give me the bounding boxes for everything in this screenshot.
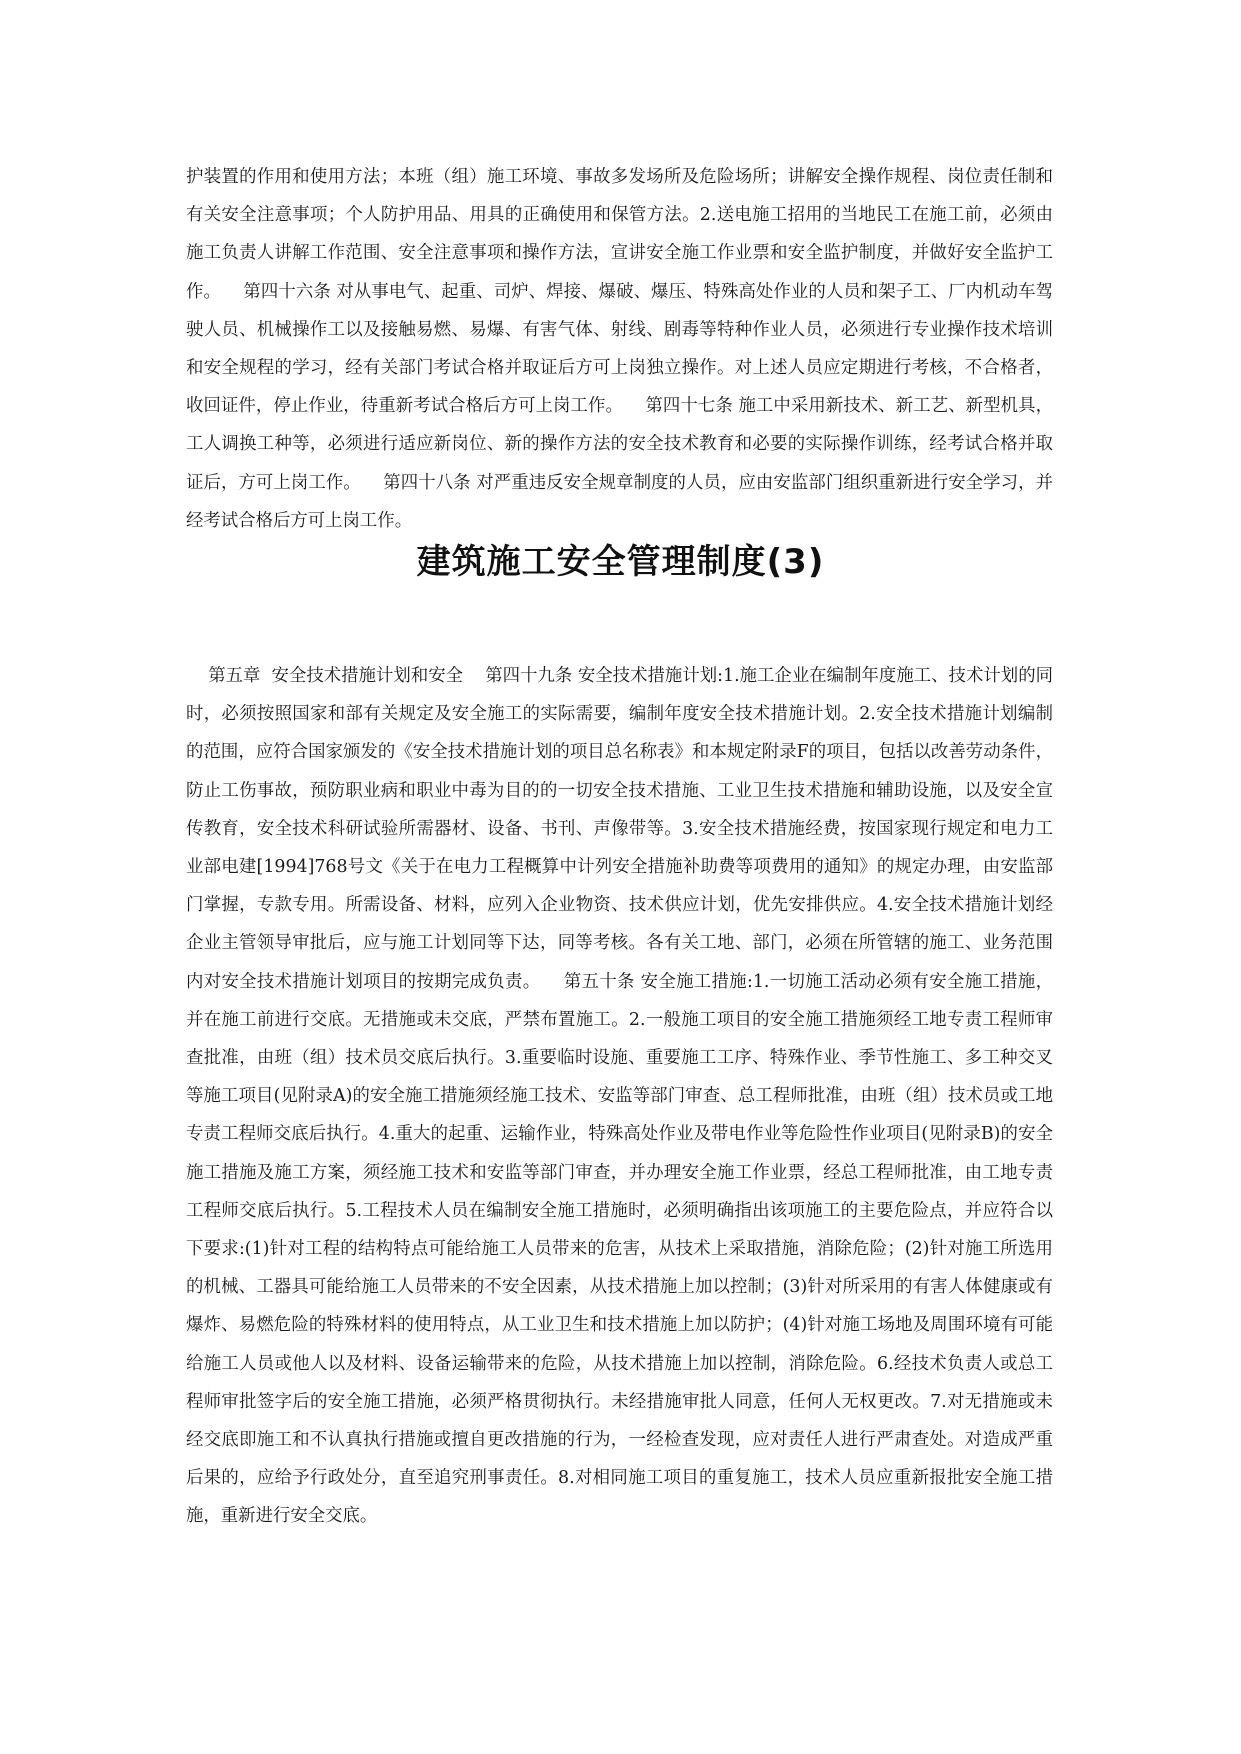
body-paragraph-chapter-five: 第五章 安全技术措施计划和安全 第四十九条 安全技术措施计划:1.施工企业在编制年度施工、技术计划的同时，必须按照国家和部有关规定及安全施工的实际需要，编制年度安全技术措施计划。2.安全技术措施计划编制的范围，应符合国家颁发的《安全技术措施计划的项目总名称表》和本规定附录F的项目，包括以改善劳动条件，防止工伤事故，预防职业病和职业中毒为目的的一切安全技术措施、工业卫生技术措施和辅助设施，以及安全宣传教育，安全技术科研试验所需器材、设备、书刊、声像带等。3.安全技术措施经费，按国家现行规定和电力工业部电建[1994]768号文《关于在电力工程概算中计列安全措施补助费等项费用的通知》的规定办理，由安监部门掌握，专款专用。所需设备、材料，应列入企业物资、技术供应计划，优先安排供应。4.安全技术措施计划经企业主管领导审批后，应与施工计划同等下达，同等考核。各有关工地、部门，必须在所管辖的施工、业务范围内对安全技术措施计划项目的按期完成负责。 第五十条 安全施工措施:1.一切施工活动必须有安全施工措施，并在施工前进行交底。无措施或未交底，严禁布置施工。2.一般施工项目的安全施工措施须经工地专责工程师审查批准，由班（组）技术员交底后执行。3.重要临时设施、重要施工工序、特殊作业、季节性施工、多工种交叉等施工项目(见附录A)的安全施工措施须经施工技术、安监等部门审查、总工程师批准，由班（组）技术员或工地专责工程师交底后执行。4.重大的起重、运输作业，特殊高处作业及带电作业等危险性作业项目(见附录B)的安全施工措施及施工方案，须经施工技术和安监等部门审查，并办理安全施工作业票，经总工程师批准，由工地专责工程师交底后执行。5.工程技术人员在编制安全施工措施时，必须明确指出该项施工的主要危险点，并应符合以下要求:(1)针对工程的结构特点可能给施工人员带来的危害，从技术上采取措施，消除危险；(2)针对施工所选用的机械、工器具可能给施工人员带来的不安全因素，从技术措施上加以控制；(3)针对所采用的有害人体健康或有爆炸、易燃危险的特殊材料的使用特点，从工业卫生和技术措施上加以防护；(4)针对施工场地及周围环境有可能给施工人员或他人以及材料、设备运输带来的危险，从技术措施上加以控制，消除危险。6.经技术负责人或总工程师审批签字后的安全施工措施，必须严格贯彻执行。未经措施审批人同意，任何人无权更改。7.对无措施或未经交底即施工和不认真执行措施或擅自更改措施的行为，一经检查发现，应对责任人进行严肃查处。对造成严重后果的，应给予行政处分，直至追究刑事责任。8.对相同施工项目的重复施工，技术人员应重新报批安全施工措施，重新进行安全交底。 bbox=[186, 666, 1053, 1527]
document-title: 建筑施工安全管理制度(3) bbox=[416, 542, 825, 582]
body-paragraph-continuation: 护装置的作用和使用方法；本班（组）施工环境、事故多发场所及危险场所；讲解安全操作规程、岗位责任制和有关安全注意事项；个人防护用品、用具的正确使用和保管方法。2.送电施工招用的当地民工在施工前，必须由施工负责人讲解工作范围、安全注意事项和操作方法，宣讲安全施工作业票和安全监护制度，并做好安全监护工作。 第四十六条 对从事电气、起重、司炉、焊接、爆破、爆压、特殊高处作业的人员和架子工、厂内机动车驾驶人员、机械操作工以及接触易燃、易爆、有害气体、射线、剧毒等特种作业人员，必须进行专业操作技术培训和安全规程的学习，经有关部门考试合格并取证后方可上岗独立操作。对上述人员应定期进行考核，不合格者，收回证件，停止作业，待重新考试合格后方可上岗工作。 第四十七条 施工中采用新技术、新工艺、新型机具，工人调换工种等，必须进行适应新岗位、新的操作方法的安全技术教育和必要的实际操作训练，经考试合格并取证后，方可上岗工作。 第四十八条 对严重违反安全规章制度的人员，应由安监部门组织重新进行安全学习，并经考试合格后方可上岗工作。 bbox=[186, 167, 1053, 531]
